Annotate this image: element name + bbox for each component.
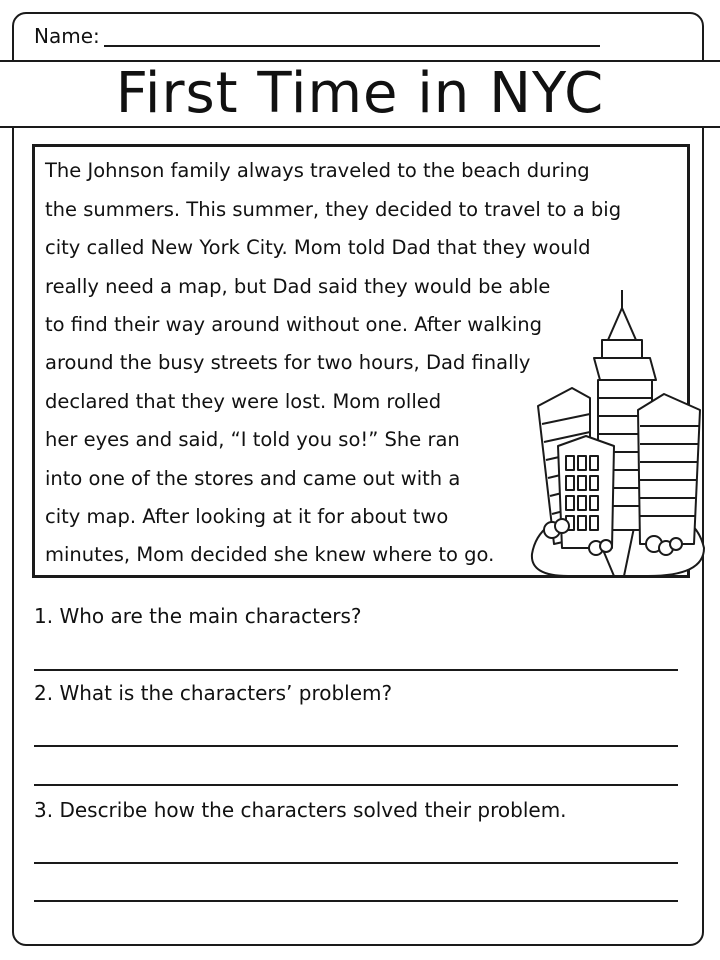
answer-line[interactable] <box>34 784 678 786</box>
answer-line[interactable] <box>34 745 678 747</box>
story-line: city map. After looking at it for about two <box>45 505 449 528</box>
question-3: 3. Describe how the characters solved their problem. <box>34 798 567 822</box>
answer-line[interactable] <box>34 900 678 902</box>
story-line: declared that they were lost. Mom rolled <box>45 390 442 413</box>
story-line: around the busy streets for two hours, Dad finally <box>45 351 531 374</box>
story-line: The Johnson family always traveled to the beach during <box>45 159 590 182</box>
answer-line[interactable] <box>34 669 678 671</box>
story-line: really need a map, but Dad said they would be able <box>45 275 551 298</box>
story-line: to find their way around without one. After walking <box>45 313 543 336</box>
story-line: her eyes and said, “I told you so!” She ran <box>45 428 460 451</box>
story-line: minutes, Mom decided she knew where to go. <box>45 543 495 566</box>
story-line: the summers. This summer, they decided to travel to a big <box>45 198 622 221</box>
name-label: Name: <box>34 24 100 48</box>
title-banner <box>0 60 720 128</box>
story-line: city called New York City. Mom told Dad that they would <box>45 236 591 259</box>
question-1: 1. Who are the main characters? <box>34 604 362 628</box>
page-title: First Time in NYC <box>115 61 605 126</box>
name-field[interactable] <box>104 45 600 47</box>
answer-line[interactable] <box>34 862 678 864</box>
question-2: 2. What is the characters’ problem? <box>34 681 393 705</box>
story-line: into one of the stores and came out with a <box>45 467 461 490</box>
city-skyline-icon <box>528 286 708 580</box>
